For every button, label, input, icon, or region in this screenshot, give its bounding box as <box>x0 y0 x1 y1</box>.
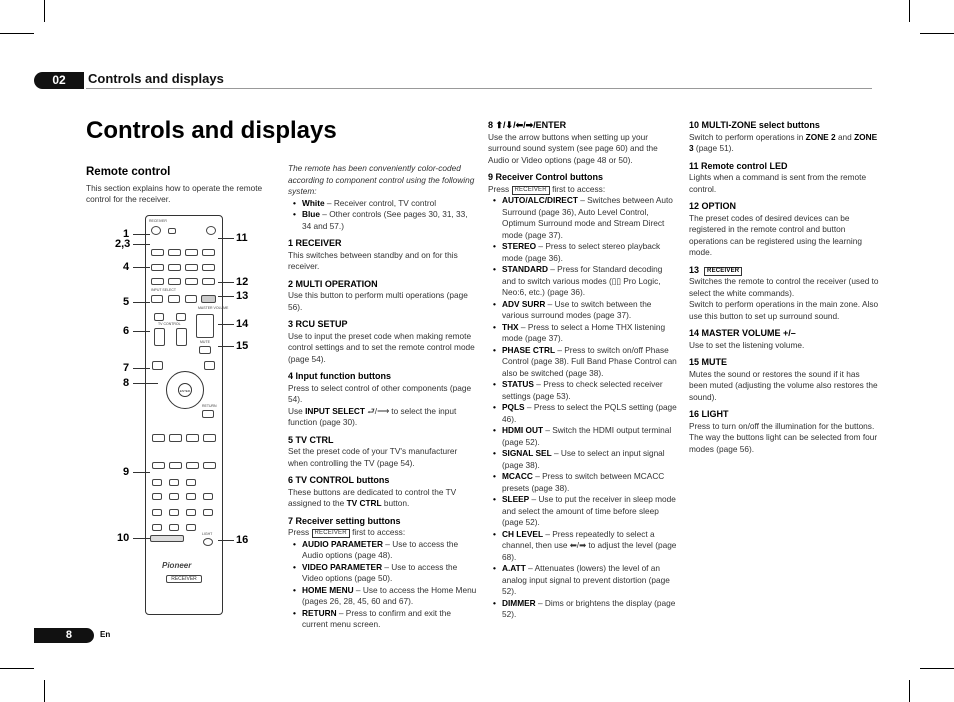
item-heading: 16 LIGHT <box>689 409 729 419</box>
list-item: • SIGNAL SEL – Use to select an input signal (page 38). <box>488 448 678 471</box>
item-body: Switch to perform operations in ZONE 2 and ZONE 3 (page 51). <box>689 131 878 153</box>
source-button <box>206 226 216 235</box>
callout-label: 2,3 <box>115 238 131 250</box>
number-button <box>152 493 162 500</box>
column-3 <box>488 120 678 621</box>
playback-button <box>186 462 199 469</box>
crop-mark <box>920 668 954 669</box>
crop-mark <box>0 668 34 669</box>
number-button <box>186 493 196 500</box>
number-button <box>169 479 179 486</box>
list-item: • A.ATT – Attenuates (lowers) the level of an analog input signal to prevent distortion (page 52). <box>488 563 678 598</box>
input-button <box>202 278 215 285</box>
item-body: Use the arrow buttons when setting up your surround sound system (see page 60) and the Audio or Video options (page 48 or 50). <box>488 131 658 165</box>
item-body: The preset codes of desired devices can be registered in the remote control and button operations can be registered using the learning mode. <box>689 212 862 257</box>
number-button <box>169 493 179 500</box>
item-heading: 11 Remote control LED <box>689 160 788 171</box>
crop-mark <box>44 0 45 22</box>
chapter-title: Controls and displays <box>88 71 224 86</box>
item-body: The way the buttons light can be selected from four modes (page 56). <box>689 432 878 454</box>
item-body: Press RECEIVER first to access: <box>288 527 406 537</box>
list-item: • Blue – Other controls (See pages 30, 31, 33, 34 and 57.) <box>288 209 478 232</box>
item-heading: 10 MULTI-ZONE select buttons <box>689 120 820 130</box>
callout-line <box>218 238 234 239</box>
brand-logo: Pioneer <box>162 561 192 570</box>
receiver-control-list <box>488 195 678 621</box>
list-item: • ADV SURR – Use to switch between the various surround modes (page 37). <box>488 299 678 322</box>
callout-label: 4 <box>123 261 130 273</box>
callout-label: 6 <box>123 325 130 337</box>
crop-mark <box>909 0 910 22</box>
callout-label: 8 <box>123 377 130 389</box>
receiver-nameplate: RECEIVER <box>166 575 202 583</box>
list-item: • DIMMER – Dims or brightens the display (page 52). <box>488 598 678 621</box>
input-button <box>168 264 181 271</box>
callout-label: 14 <box>236 318 249 330</box>
item-heading: 14 MASTER VOLUME +/– <box>689 328 796 338</box>
receiver-tag: RECEIVER <box>704 267 742 276</box>
tv-control-label: TV CONTROL <box>158 322 181 326</box>
callout-line <box>218 346 234 347</box>
callout-label: 1 <box>123 228 130 240</box>
tv-power-button <box>176 313 186 321</box>
receiver-tag: RECEIVER <box>312 529 350 538</box>
audio-parameter-button <box>152 361 163 370</box>
option-button <box>202 264 215 271</box>
input-button <box>151 264 164 271</box>
tv-ctrl-button <box>185 295 197 303</box>
item-body: Switches the remote to control the receiver (used to select the white commands). <box>689 276 879 298</box>
section-intro: This section explains how to operate the remote control for the receiver. <box>86 182 263 204</box>
list-item: • White – Receiver control, TV control <box>288 198 478 210</box>
list-item: • SLEEP – Use to put the receiver in sleep mode and select the amount of time before sleep (page 52). <box>488 494 678 529</box>
dpad <box>166 371 204 409</box>
callout-line <box>133 234 150 235</box>
list-item: • MCACC – Press to switch between MCACC presets (page 38). <box>488 471 678 494</box>
list-item: • THX – Press to select a Home THX listening mode (page 37). <box>488 322 678 345</box>
item-heading: 6 TV CONTROL buttons <box>288 475 390 485</box>
input-button <box>185 249 198 256</box>
item-heading: 2 MULTI OPERATION <box>288 278 378 289</box>
tv-input-button <box>154 313 164 321</box>
item-heading: 7 Receiver setting buttons <box>288 515 401 526</box>
multi-operation-button <box>168 228 176 234</box>
item-body: Press RECEIVER first to access: <box>488 183 606 194</box>
callout-line <box>133 244 150 245</box>
item-body: Use to input the preset code when making remote control settings and to set the remote control mode (page 54). <box>288 330 475 364</box>
list-item: • VIDEO PARAMETER – Use to access the Video options (page 50). <box>288 562 478 585</box>
receiver-control-button <box>152 434 165 442</box>
list-item: • PQLS – Press to select the PQLS setting (page 46). <box>488 402 678 425</box>
playback-button <box>169 462 182 469</box>
input-button <box>151 249 164 256</box>
item-body: Press to select control of other components (page 54). <box>288 382 472 404</box>
receiver-tag: RECEIVER <box>512 186 550 195</box>
playback-button <box>203 462 216 469</box>
item-heading: 4 Input function buttons <box>288 371 391 381</box>
callout-label: 7 <box>123 362 130 374</box>
callout-label: 16 <box>236 534 249 546</box>
item-heading: 5 TV CTRL <box>288 434 334 445</box>
item-body: Mutes the sound or restores the sound if it has been muted (adjusting the volume also restores the sound). <box>689 368 878 402</box>
remote-intro-section <box>86 167 276 206</box>
crop-mark <box>44 680 45 702</box>
item-heading: 9 Receiver Control buttons <box>488 172 604 182</box>
callout-line <box>133 368 150 369</box>
list-item: • STEREO – Press to select stereo playback mode (page 36). <box>488 241 678 264</box>
input-button <box>202 249 215 256</box>
list-item: • STANDARD – Press for Standard decoding and to switch various modes (▯▯ Pro Logic, Neo:6, etc.) (page 36). <box>488 264 678 299</box>
item-body: Lights when a command is sent from the remote control. <box>689 172 867 194</box>
item-body: Switch to perform operations in the main zone. Also use this button to set up surround sound. <box>689 299 879 321</box>
callout-label: 15 <box>236 340 249 352</box>
light-button <box>203 538 213 546</box>
list-item: • PHASE CTRL – Press to switch on/off Phase Control (page 38). Full Band Phase Control can also be switched (page 38). <box>488 345 678 380</box>
list-item: • CH LEVEL – Press repeatedly to select a channel, then use ⬅/➡ to adjust the level (page 68). <box>488 529 678 564</box>
callout-label: 13 <box>236 290 249 302</box>
multi-zone-buttons <box>150 535 184 542</box>
input-button <box>151 278 164 285</box>
item-heading: 8 ⬆/⬇/⬅/➡/ENTER <box>488 120 567 130</box>
tv-channel-button <box>154 328 165 346</box>
list-item: • STATUS – Press to check selected receiver settings (page 53). <box>488 379 678 402</box>
list-item: • AUDIO PARAMETER – Use to access the Audio options (page 48). <box>288 539 478 562</box>
page-title: Controls and displays <box>86 117 337 144</box>
item-body: Use this button to perform multi operations (page 56). <box>288 290 468 312</box>
page-language: En <box>100 630 111 639</box>
number-button <box>152 479 162 486</box>
item-body: Press to turn on/off the illumination for the buttons. <box>689 420 875 431</box>
item-heading: 12 OPTION <box>689 201 737 211</box>
input-button <box>168 249 181 256</box>
tv-volume-button <box>176 328 187 346</box>
color-code-intro: The remote has been conveniently color-coded according to component control using the following system: <box>288 163 475 196</box>
enter-button: ENTER <box>178 383 192 397</box>
color-code-list <box>288 198 478 233</box>
number-button <box>186 509 196 516</box>
section-title: Remote control <box>86 166 171 178</box>
item-heading: 1 RECEIVER <box>288 238 342 248</box>
callout-line <box>133 538 150 539</box>
number-button <box>169 524 179 531</box>
power-button <box>151 226 161 235</box>
list-item: • HDMI OUT – Switch the HDMI output terminal (page 52). <box>488 425 678 448</box>
callout-label: 11 <box>236 232 248 244</box>
callout-line <box>218 324 234 325</box>
callout-line <box>218 282 234 283</box>
receiver-setting-list <box>288 539 478 631</box>
remote-control-illustration <box>145 215 229 615</box>
item-body: Use to set the listening volume. <box>689 339 805 350</box>
number-button <box>186 524 196 531</box>
mute-button <box>199 346 211 354</box>
return-label: RETURN <box>202 404 217 408</box>
item-heading: 15 MUTE <box>689 357 728 367</box>
callout-line <box>218 296 234 297</box>
input-button <box>185 278 198 285</box>
item-body: This switches between standby and on for this receiver. <box>288 249 458 271</box>
item-body: These buttons are dedicated to control the TV assigned to the TV CTRL button. <box>288 486 457 508</box>
remote-receiver-label: RECEIVER <box>149 219 167 223</box>
input-select-right-button <box>168 295 180 303</box>
input-select-left-button <box>151 295 163 303</box>
crop-mark <box>0 33 34 34</box>
page-number: 8 <box>34 628 94 643</box>
callout-label: 5 <box>123 296 130 308</box>
crop-mark <box>920 33 954 34</box>
number-button <box>203 493 213 500</box>
item-body: Use INPUT SELECT ⮐/⟶ to select the input function (page 30). <box>288 405 457 427</box>
receiver-control-button <box>169 434 182 442</box>
number-button <box>203 509 213 516</box>
callout-label: 10 <box>117 532 130 544</box>
video-parameter-button <box>204 361 215 370</box>
callout-line <box>218 540 234 541</box>
callout-line <box>133 383 158 384</box>
return-button <box>202 410 214 418</box>
item-heading: 3 RCU SETUP <box>288 319 348 329</box>
callout-line <box>133 302 150 303</box>
list-item: • RETURN – Press to confirm and exit the current menu screen. <box>288 608 478 631</box>
number-button <box>169 509 179 516</box>
list-item: • AUTO/ALC/DIRECT – Switches between Auto Surround (page 36), Auto Level Control, Optimum Surround mode and Stream Direct mode (page 37). <box>488 195 678 241</box>
column-2 <box>288 163 478 631</box>
receiver-control-button <box>203 434 216 442</box>
master-volume-button <box>196 314 214 338</box>
number-button <box>186 479 196 486</box>
chapter-number: 02 <box>34 72 84 89</box>
callout-label: 12 <box>236 276 249 288</box>
playback-button <box>152 462 165 469</box>
crop-mark <box>909 680 910 702</box>
mute-label: MUTE <box>200 340 210 344</box>
callout-label: 9 <box>123 466 130 478</box>
input-button <box>185 264 198 271</box>
master-volume-label: MASTER VOLUME <box>198 306 229 310</box>
item-heading: 13 RECEIVER <box>689 265 879 277</box>
item-body: Set the preset code of your TV's manufacturer when controlling the TV (page 54). <box>288 446 458 468</box>
callout-line <box>133 331 150 332</box>
receiver-control-button <box>186 434 199 442</box>
input-button <box>168 278 181 285</box>
column-4 <box>689 120 879 455</box>
callout-line <box>133 267 150 268</box>
list-item: • HOME MENU – Use to access the Home Menu (pages 26, 28, 45, 60 and 67). <box>288 585 478 608</box>
number-button <box>152 524 162 531</box>
receiver-button <box>201 295 216 303</box>
light-label: LIGHT <box>202 532 213 536</box>
input-select-label: INPUT SELECT <box>151 288 177 292</box>
number-button <box>152 509 162 516</box>
callout-line <box>133 472 150 473</box>
